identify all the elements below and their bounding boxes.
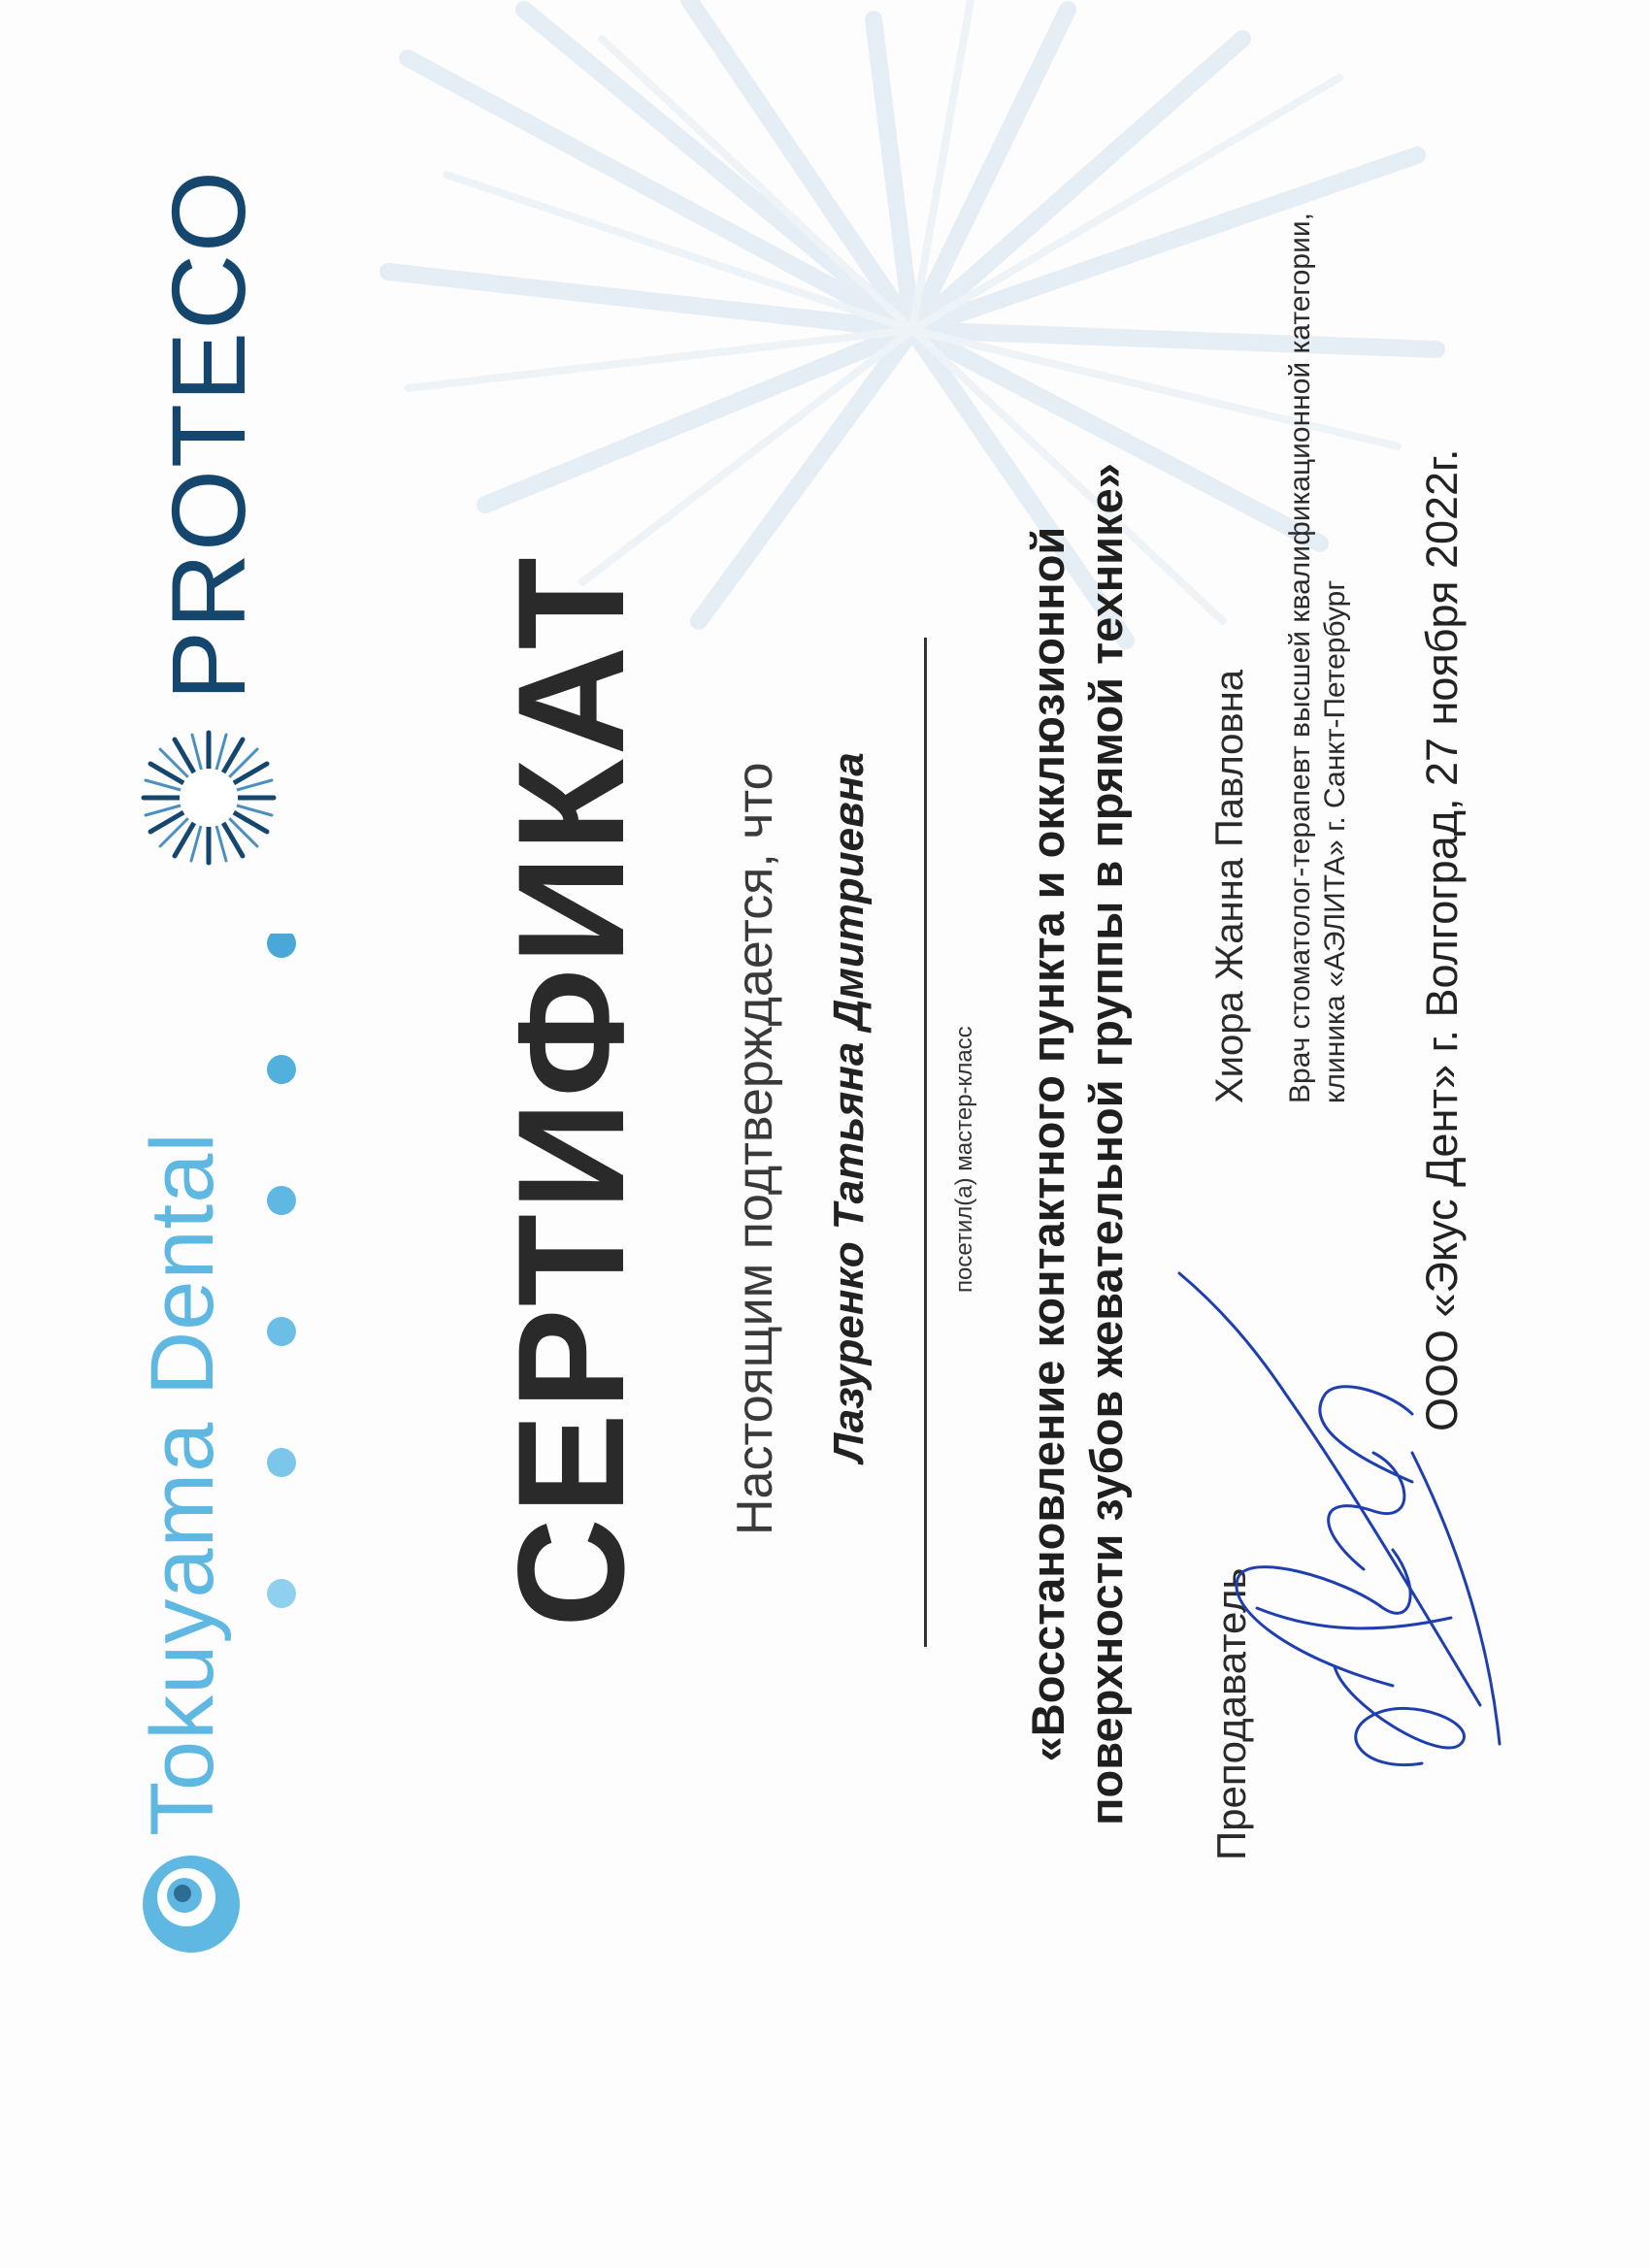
- course-title: «Восстановление контактного пункта и окклюзионной поверхности зубов жевательной группы в прямой технике»: [1022, 463, 1132, 1825]
- proteco-burst-icon: [136, 725, 281, 871]
- teacher-name: Хиора Жанна Павловна: [1208, 670, 1251, 1103]
- teacher-position: Врач стоматолог-терапевт высшей квалификационной категории, клиника «АЭЛИТА» г. Санкт-Петербург: [1284, 213, 1351, 1103]
- tokuyama-dental-logo: [126, 938, 301, 1957]
- tokuyama-dots-icon: [262, 934, 301, 1613]
- attended-label: посетил(а) мастер-класс: [951, 1026, 977, 1293]
- confirmation-text: Настоящим подтверждается, что: [727, 762, 783, 1535]
- proteco-logo: [136, 133, 291, 871]
- tokuyama-swirl-icon: [138, 1851, 245, 1957]
- organization-date: ООО «Экус Дент» г. Волгоград, 27 ноября 2022г.: [1417, 448, 1467, 1431]
- name-underline: [924, 638, 927, 1647]
- proteco-wordmark: PROTECO: [149, 168, 267, 701]
- teacher-signature: [1170, 1259, 1538, 1802]
- teacher-label: Преподаватель: [1208, 1567, 1254, 1860]
- certificate-title: СЕРТИФИКАТ: [487, 553, 656, 1627]
- participant-name: Лазуренко Татьяна Дмитриевна: [825, 752, 873, 1463]
- tokuyama-wordmark: Tokuyama Dental: [133, 1132, 232, 1836]
